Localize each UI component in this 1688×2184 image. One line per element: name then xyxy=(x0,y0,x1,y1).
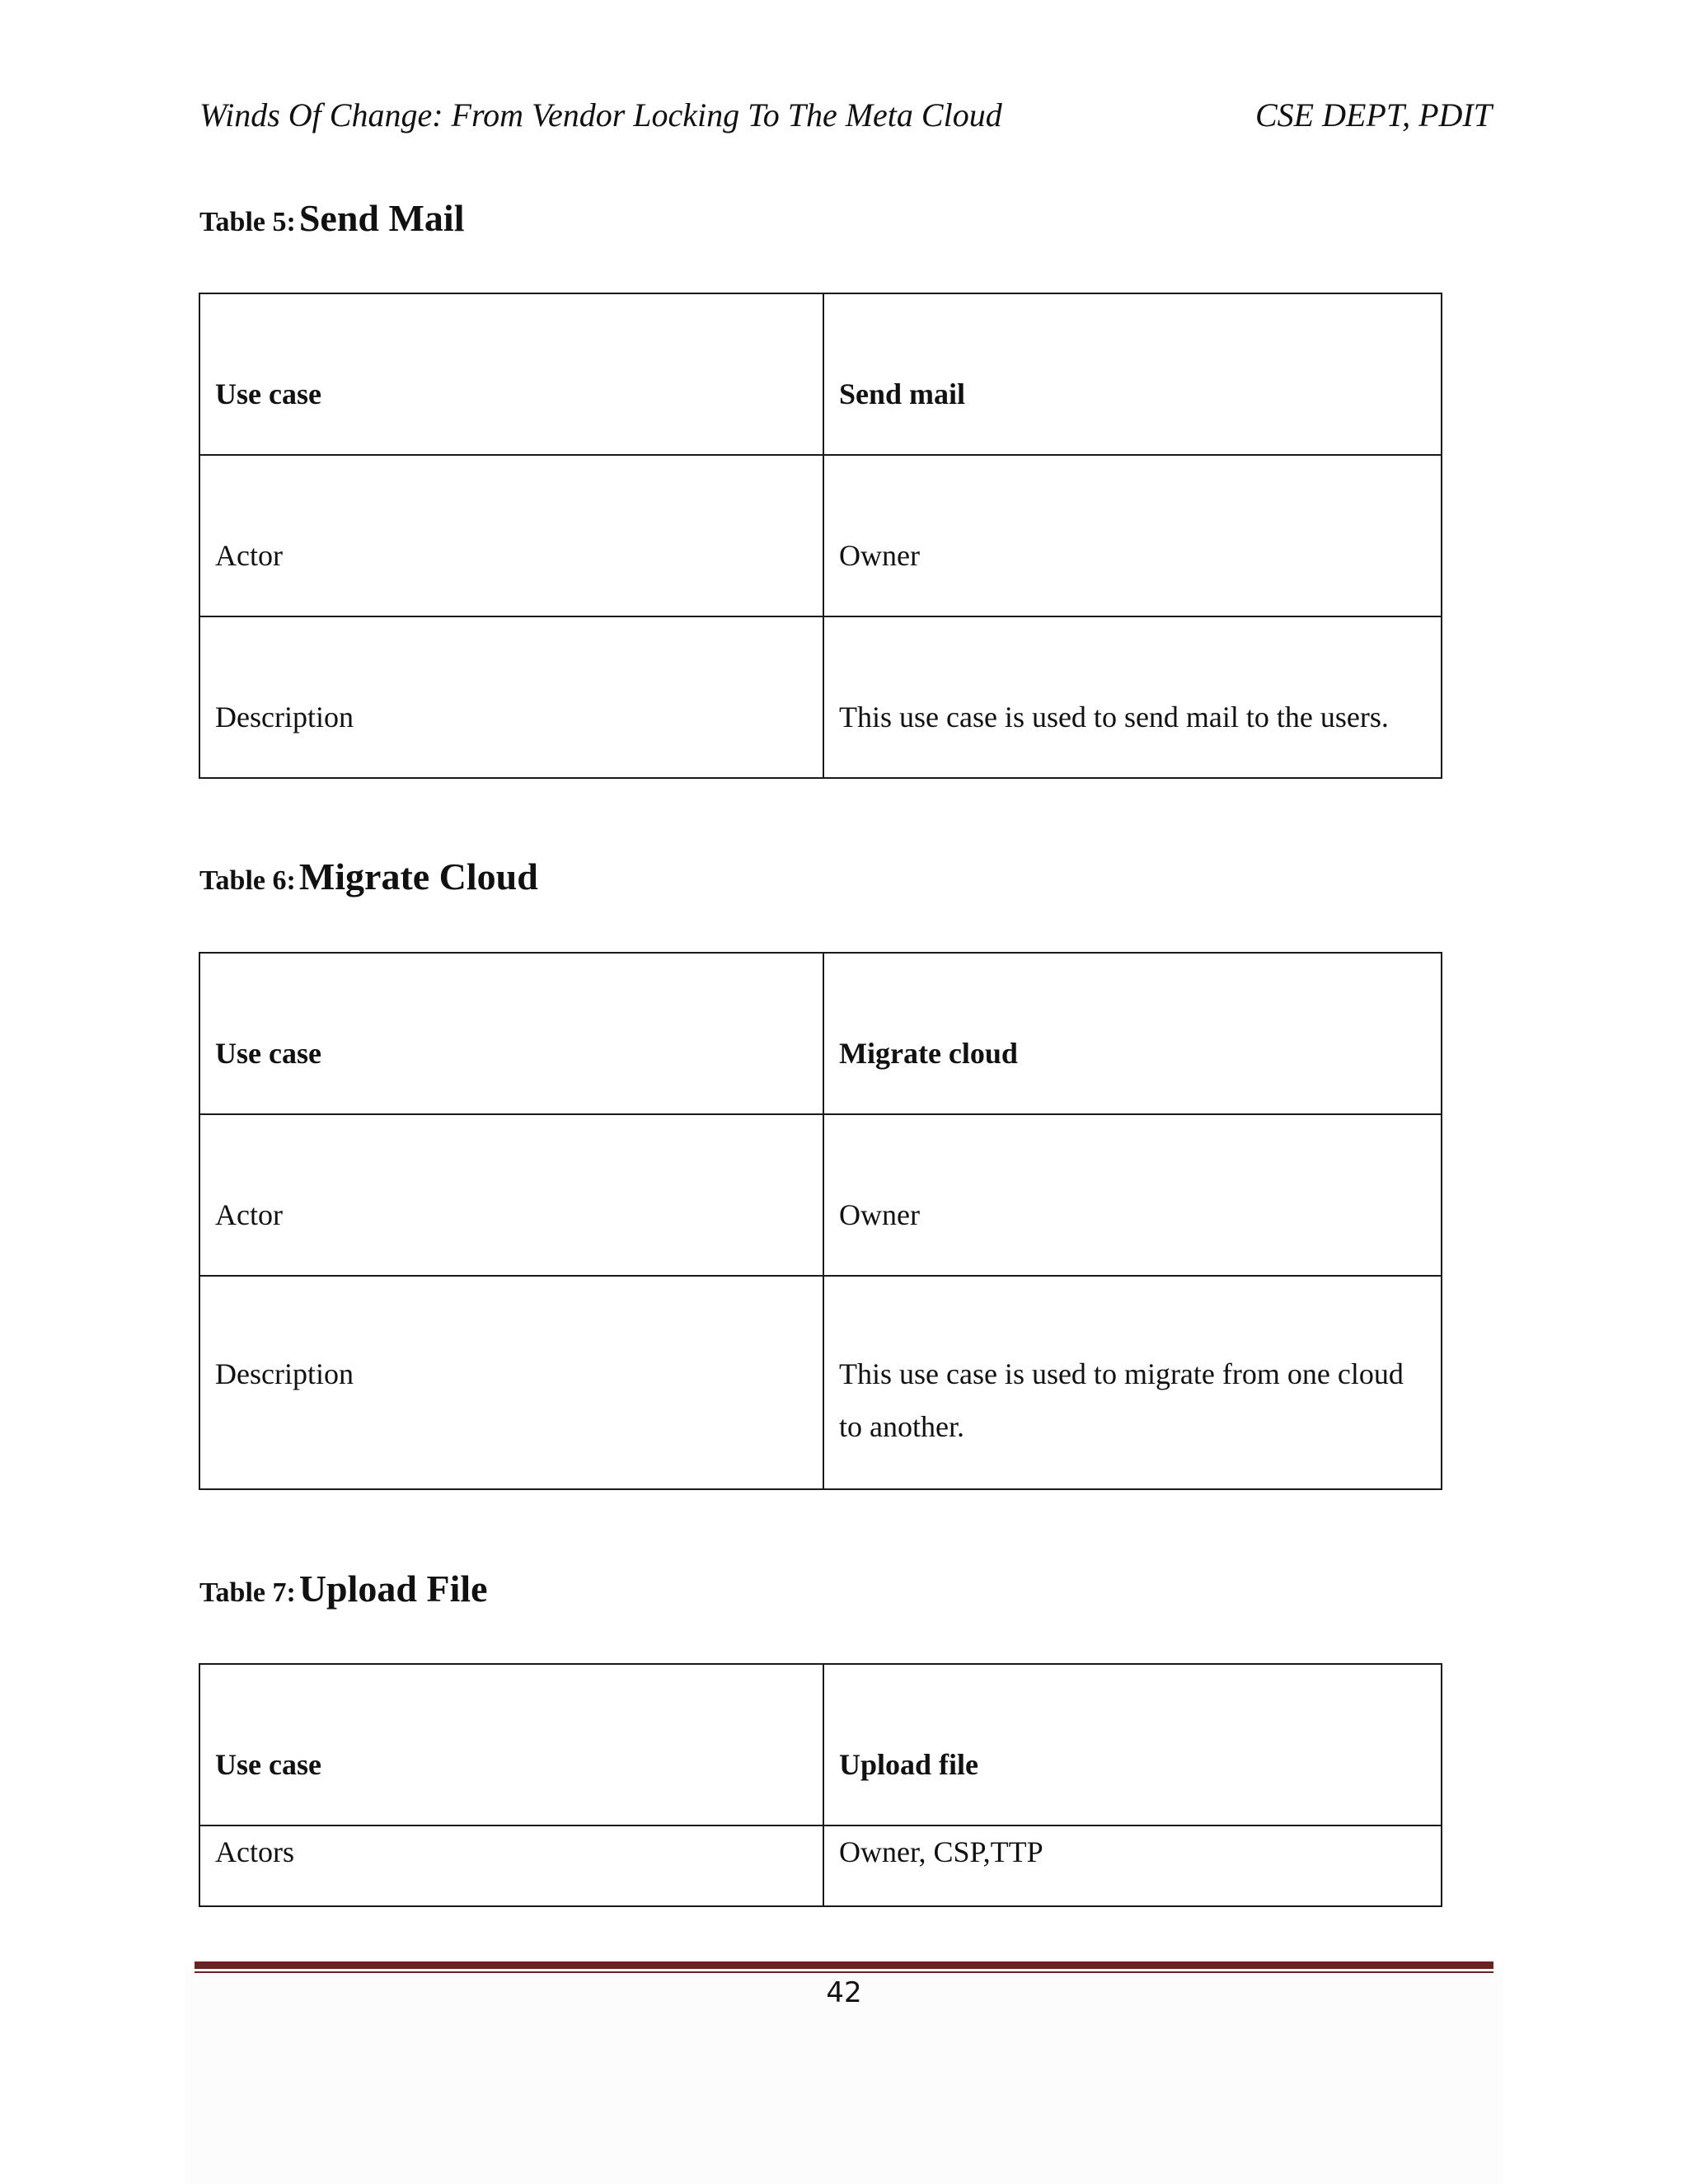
table-cell: Description xyxy=(199,1276,823,1489)
table-caption xyxy=(199,196,464,240)
running-header-title: Winds Of Change: From Vendor Locking To The Meta Cloud xyxy=(199,96,1002,134)
table-cell: Migrate cloud xyxy=(823,953,1442,1114)
table-cell: Send mail xyxy=(823,293,1442,455)
table-cell: Use case xyxy=(199,293,823,455)
table-cell: Owner xyxy=(823,455,1442,616)
table-number: Table 6: xyxy=(199,865,296,896)
table-row xyxy=(199,1276,1442,1489)
table-cell: Use case xyxy=(199,1664,823,1825)
use-case-table-send-mail xyxy=(199,293,1442,779)
table-row xyxy=(199,455,1442,616)
table-cell: Owner xyxy=(823,1114,1442,1276)
table-cell: Upload file xyxy=(823,1664,1442,1825)
table-row xyxy=(199,953,1442,1114)
table-caption xyxy=(199,855,538,898)
table-cell: Actor xyxy=(199,1114,823,1276)
table-row xyxy=(199,293,1442,455)
table-cell: Owner, CSP,TTP xyxy=(823,1825,1442,1906)
table-number: Table 5: xyxy=(199,207,296,237)
table-row xyxy=(199,1825,1442,1906)
table-row xyxy=(199,1114,1442,1276)
table-cell: Use case xyxy=(199,953,823,1114)
table-title: Upload File xyxy=(298,1568,488,1610)
table-number: Table 7: xyxy=(199,1577,296,1608)
table-row xyxy=(199,1664,1442,1825)
running-header-department: CSE DEPT, PDIT xyxy=(1254,96,1492,134)
table-cell: Actor xyxy=(199,455,823,616)
table-caption xyxy=(199,1567,488,1610)
table-cell: This use case is used to send mail to the users. xyxy=(823,616,1442,778)
footer-rule-thin xyxy=(195,1971,1493,1973)
table-row xyxy=(199,616,1442,778)
footer-rule xyxy=(195,1961,1493,1969)
page-number: 42 xyxy=(826,1976,862,2009)
table-cell: This use case is used to migrate from one cloud to another. xyxy=(823,1276,1442,1489)
use-case-table-upload-file xyxy=(199,1663,1442,1907)
table-cell: Description xyxy=(199,616,823,778)
table-title: Send Mail xyxy=(298,197,465,239)
use-case-table-migrate-cloud xyxy=(199,952,1442,1490)
table-title: Migrate Cloud xyxy=(298,855,538,898)
table-cell: Actors xyxy=(199,1825,823,1906)
